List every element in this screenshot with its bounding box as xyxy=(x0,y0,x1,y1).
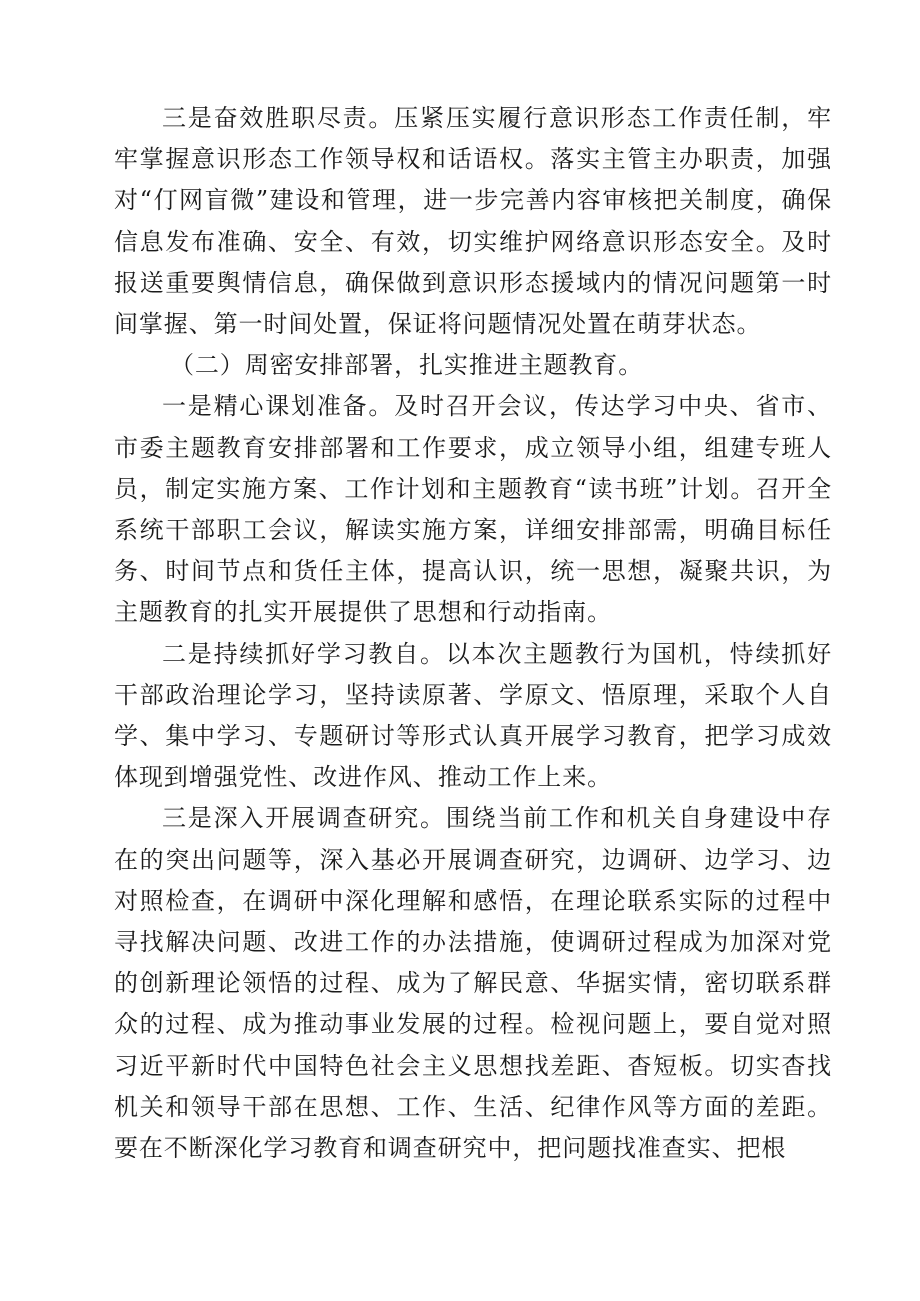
document-body xyxy=(114,98,832,1169)
paragraph-careful-planning: 一是精心课划准备。及时召开会议，传达学习中央、省市、市委主题教育安排部署和工作要求，成立领导小组，组建专班人员，制定实施方案、工作计划和主题教育“读书班”计划。召开全系统干部职工会议，解读实施方案，详细安排部需，明确目标任务、时间节点和货任主体，提高认识，统一思想，凝聚共识，为主题教育的扎实开展提供了思想和行动指南。 xyxy=(114,392,832,627)
paragraph-duty-fulfillment: 三是奋效胜职尽责。压紧压实履行意识形态工作责任制，牢牢掌握意识形态工作领导权和话语权。落实主管主办职责，加强对“仃网盲微”建设和管理，进一步完善内容审核把关制度，确保信息发布准确、安全、有效，切实维护网络意识形态安全。及时报送重要舆情信息，确保做到意识形态援域内的情况问题第一时间掌握、第一时间处置，保证将问题情况处置在萌芽状态。 xyxy=(114,104,832,339)
paragraph-research-investigation: 三是深入开展调查研究。围绕当前工作和机关自身建设中存在的突出问题等，深入基必开展调查研究，边调研、边学习、边对照检查，在调研中深化理解和感悟，在理论联系实际的过程中寻找解决问题、改进工作的办法措施，使调研过程成为加深对党的创新理论领悟的过程、成为了解民意、华据实情，密切联系群众的过程、成为推动事业发展的过程。检视问题上，要自觉对照习近平新时代中国特色社会主义思想找差距、杳短板。切实杳找机关和领导干部在思想、工作、生活、纪律作风等方面的差距。要在不断深化学习教育和调查研究中，把问题找准查实、把根 xyxy=(114,804,832,1163)
paragraph-continuous-study: 二是持续抓好学习教自。以本次主题教行为国机，恃续抓好干部政治理论学习，坚持读原著、学原文、悟原理，采取个人自学、集中学习、专题研讨等形式认真开展学习教育，把学习成效体现到增强党性、改进作风、推动工作上来。 xyxy=(114,639,832,792)
section-heading-theme-education: （二）周密安排部署，扎实推进主题教育。 xyxy=(170,351,644,380)
